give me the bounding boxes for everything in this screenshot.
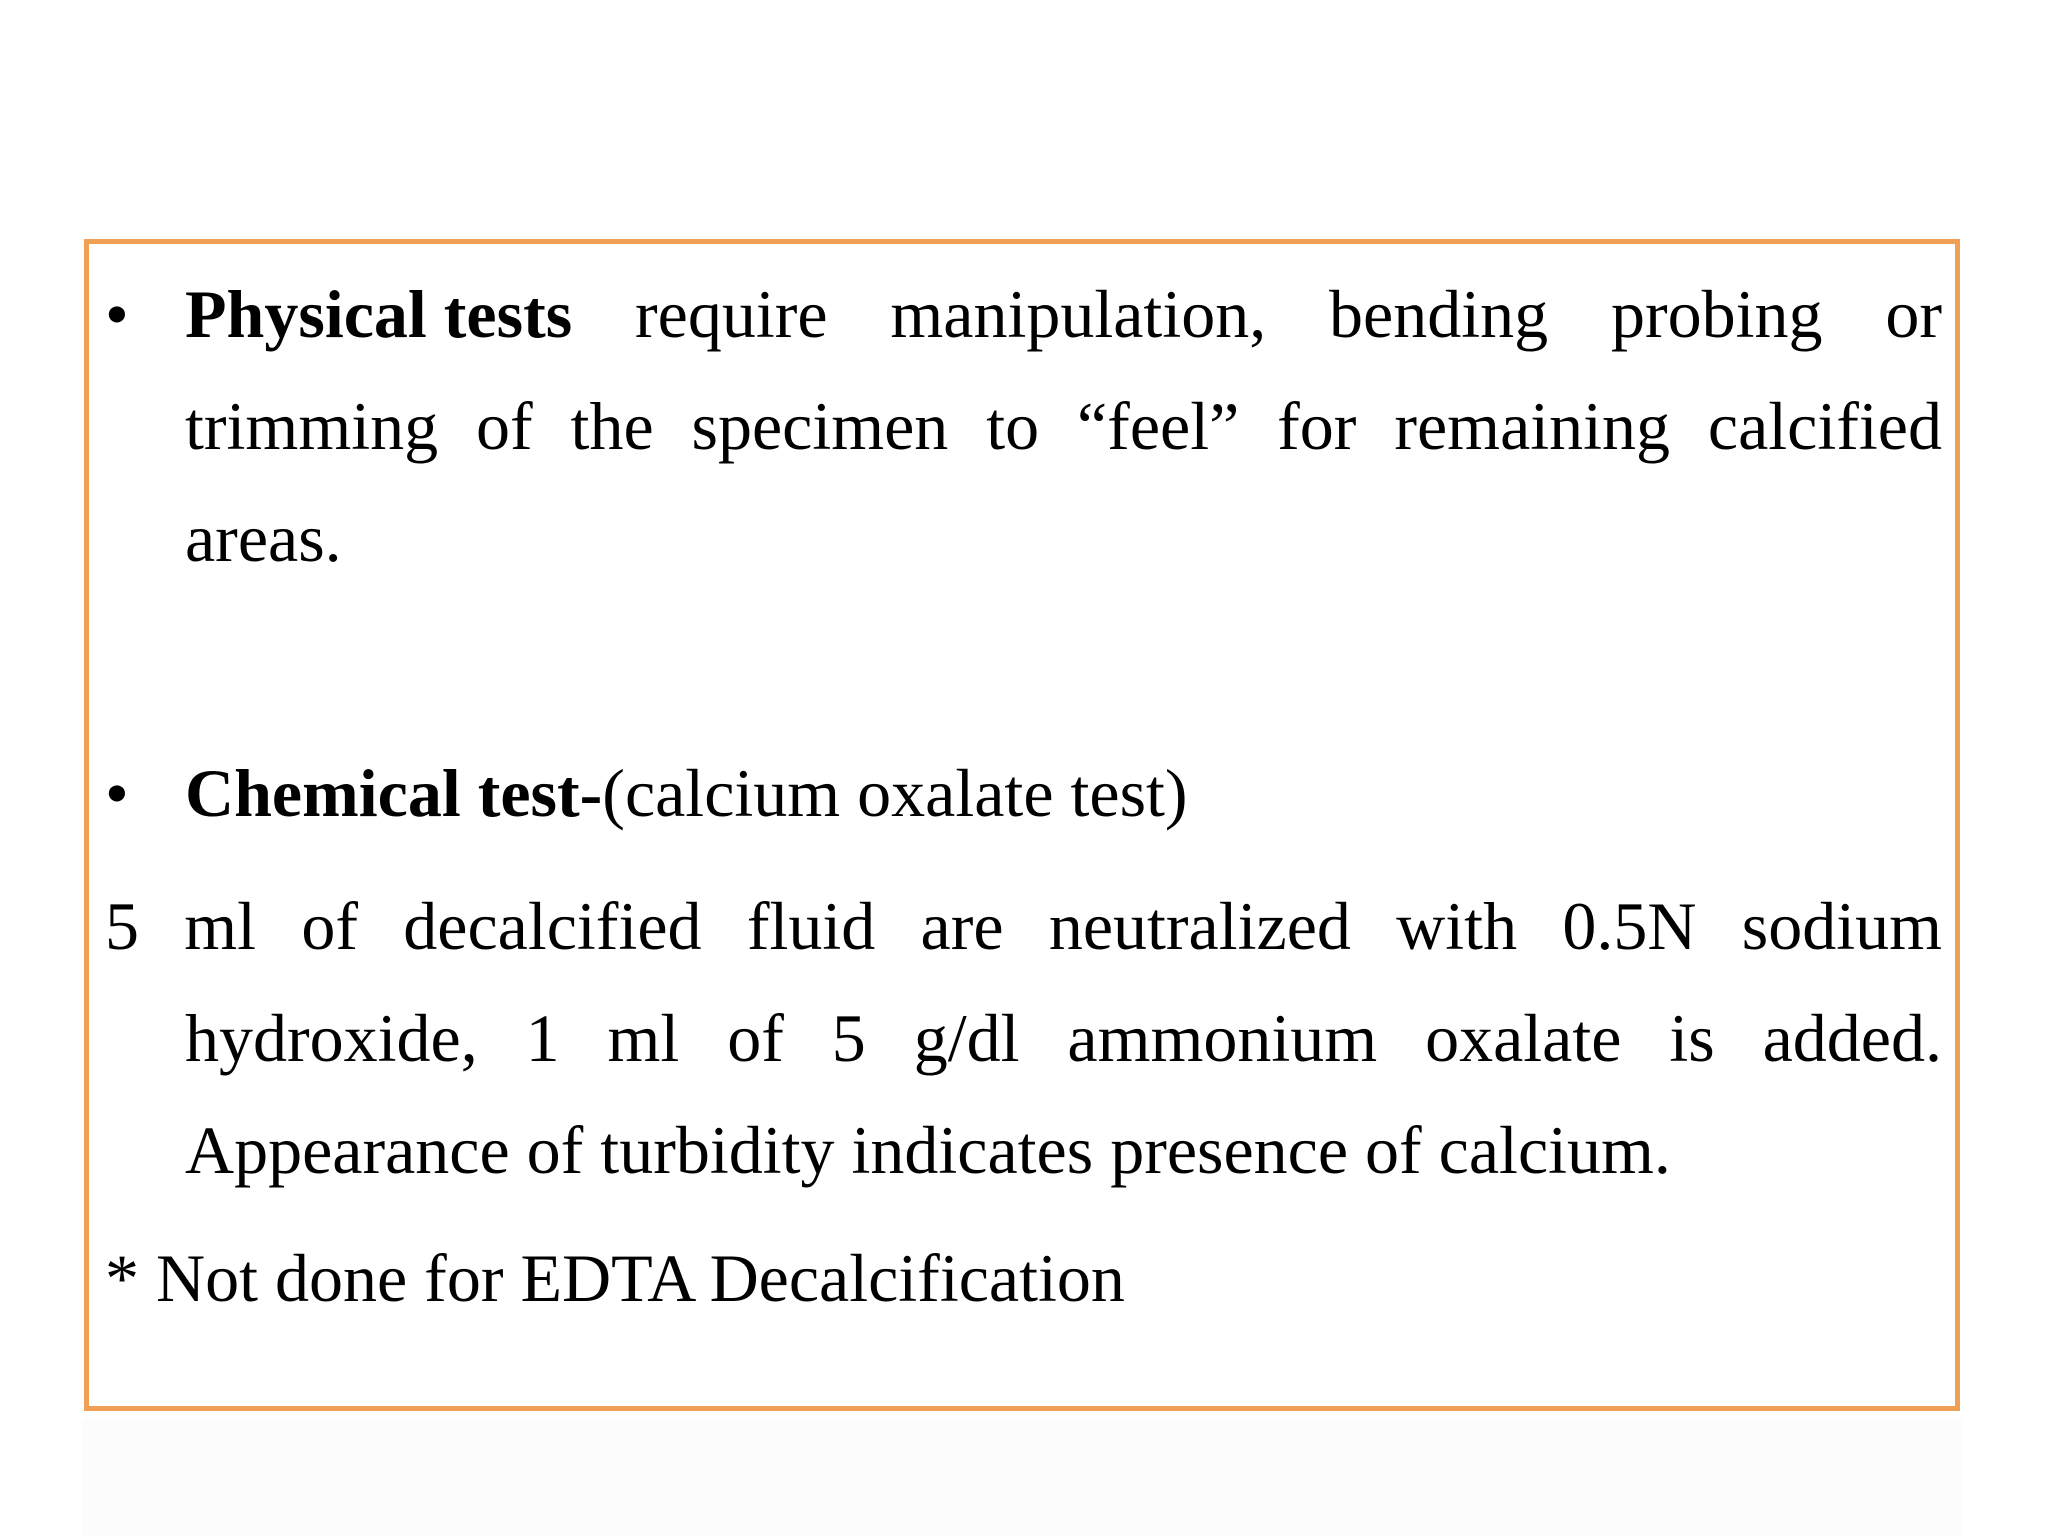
physical-tests-item	[105, 258, 1942, 594]
word: 1	[525, 1000, 560, 1076]
procedure-line-3: Appearance of turbidity indicates presence of calcium.	[185, 1112, 1671, 1188]
word: ml	[184, 888, 257, 964]
word: 5	[831, 1000, 866, 1076]
word: neutralized	[1048, 888, 1351, 964]
procedure-line-2	[185, 982, 1942, 1094]
word: ml	[607, 1000, 680, 1076]
chemical-line	[185, 737, 1942, 849]
word: calcified	[1707, 388, 1942, 464]
chemical-test-heading: Chemical test-	[185, 755, 603, 831]
chemical-test-subtitle: (calcium oxalate test)	[602, 755, 1188, 831]
chemical-test-item	[105, 737, 1942, 849]
word: g/dl	[913, 1000, 1020, 1076]
physical-tests-heading: Physical tests	[185, 276, 573, 352]
word: specimen	[691, 388, 949, 464]
word: fluid	[746, 888, 876, 964]
bottom-shade	[82, 1420, 1962, 1536]
word: probing	[1610, 276, 1823, 352]
word: hydroxide,	[185, 1000, 478, 1076]
word: manipulation,	[890, 276, 1267, 352]
word: of	[301, 888, 359, 964]
edta-note: * Not done for EDTA Decalcification	[105, 1240, 1125, 1316]
word: remaining	[1394, 388, 1671, 464]
word: 0.5N	[1562, 888, 1697, 964]
bullet-physical: •	[105, 276, 129, 352]
word: the	[570, 388, 654, 464]
word: 5	[105, 888, 139, 964]
word: “feel”	[1077, 388, 1240, 464]
word: for	[1277, 388, 1357, 464]
word: decalcified	[403, 888, 702, 964]
word: of	[727, 1000, 784, 1076]
word: or	[1885, 276, 1942, 352]
physical-line-2	[185, 370, 1942, 482]
word: sodium	[1741, 888, 1942, 964]
word: require	[635, 276, 828, 352]
word: of	[476, 388, 533, 464]
bullet-chemical: •	[105, 755, 129, 831]
word: to	[986, 388, 1040, 464]
word: is	[1669, 1000, 1715, 1076]
word: ammonium	[1067, 1000, 1378, 1076]
procedure-paragraph	[105, 870, 1942, 1206]
physical-line-3: areas.	[185, 500, 342, 576]
word: with	[1396, 888, 1518, 964]
word: oxalate	[1425, 1000, 1622, 1076]
physical-line-1	[185, 258, 1942, 370]
word: are	[920, 888, 1004, 964]
procedure-line-1	[105, 870, 1942, 982]
word: added.	[1762, 1000, 1942, 1076]
word: trimming	[185, 388, 439, 464]
word: bending	[1329, 276, 1549, 352]
